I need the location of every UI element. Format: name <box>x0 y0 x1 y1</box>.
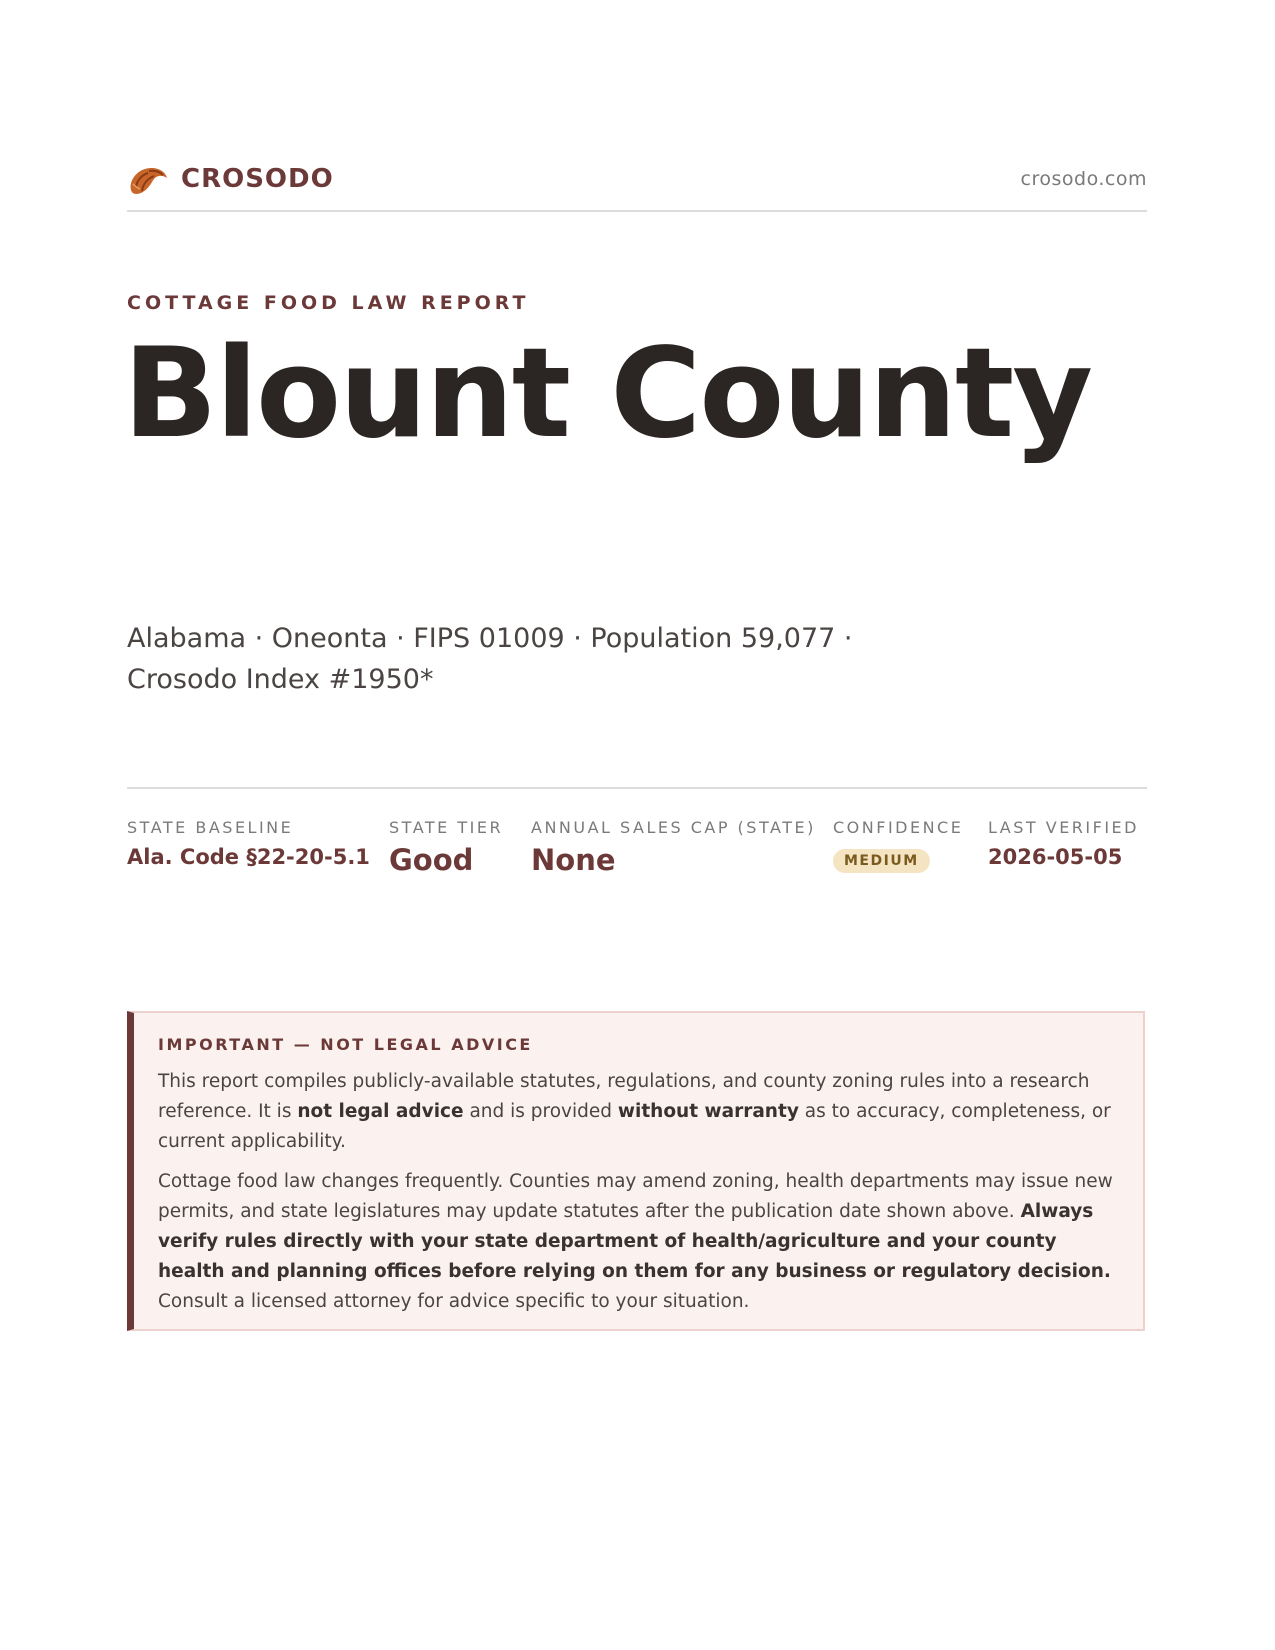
stat-label: ANNUAL SALES CAP (STATE) <box>531 818 816 837</box>
page-title: Blount County <box>123 322 1092 466</box>
stat-label: CONFIDENCE <box>833 818 964 837</box>
legal-notice <box>127 1011 1145 1331</box>
site-url[interactable]: crosodo.com <box>1020 168 1147 190</box>
report-page <box>123 0 1147 1650</box>
subtitle-line-1: Alabama · Oneonta · FIPS 01009 · Population 59,077 · <box>127 623 853 654</box>
confidence-badge: MEDIUM <box>833 849 930 873</box>
brand <box>127 160 334 198</box>
stat-state-tier <box>389 818 503 877</box>
notice-body <box>158 1067 1118 1327</box>
county-subtitle <box>127 618 907 700</box>
report-kicker: COTTAGE FOOD LAW REPORT <box>127 292 530 314</box>
notice-paragraph-1 <box>158 1067 1118 1157</box>
page-header <box>127 156 1147 212</box>
subtitle-line-2: Crosodo Index #1950* <box>127 664 434 695</box>
notice-text: Cottage food law changes frequently. Counties may amend zoning, health departments may issue new permits, and state legislatures may update statutes after the publication date shown above. <box>158 1171 1113 1222</box>
stat-label: STATE TIER <box>389 818 504 837</box>
stat-confidence <box>833 818 963 873</box>
notice-text: This report compiles publicly-available statutes, regulations, and county zoning rules into a research reference. It is <box>158 1071 1090 1122</box>
stat-value: Ala. Code §22-20-5.1 <box>127 845 370 869</box>
notice-text: Consult a licensed attorney for advice specific to your situation. <box>158 1291 750 1312</box>
section-divider <box>127 787 1147 789</box>
stat-label: STATE BASELINE <box>127 818 294 837</box>
notice-emphasis: without warranty <box>617 1101 799 1122</box>
stat-annual-sales-cap <box>531 818 816 877</box>
notice-text: and is provided <box>463 1101 618 1122</box>
notice-emphasis: not legal advice <box>297 1101 464 1122</box>
croissant-icon <box>127 160 169 198</box>
stat-value: None <box>531 843 616 877</box>
notice-text: as to accuracy, completeness, or current applicability. <box>158 1101 1111 1152</box>
stat-value: 2026-05-05 <box>988 845 1123 869</box>
notice-title: IMPORTANT — NOT LEGAL ADVICE <box>158 1035 533 1054</box>
stat-last-verified <box>988 818 1139 869</box>
notice-paragraph-2 <box>158 1167 1118 1317</box>
brand-name: CROSODO <box>181 164 334 194</box>
stat-value: Good <box>389 843 474 877</box>
stat-label: LAST VERIFIED <box>988 818 1139 837</box>
stat-state-baseline <box>127 818 370 869</box>
notice-emphasis: Always verify rules directly with your state department of health/agriculture and your county health and planning offices before relying on them for any business or regulatory decision. <box>158 1201 1111 1282</box>
